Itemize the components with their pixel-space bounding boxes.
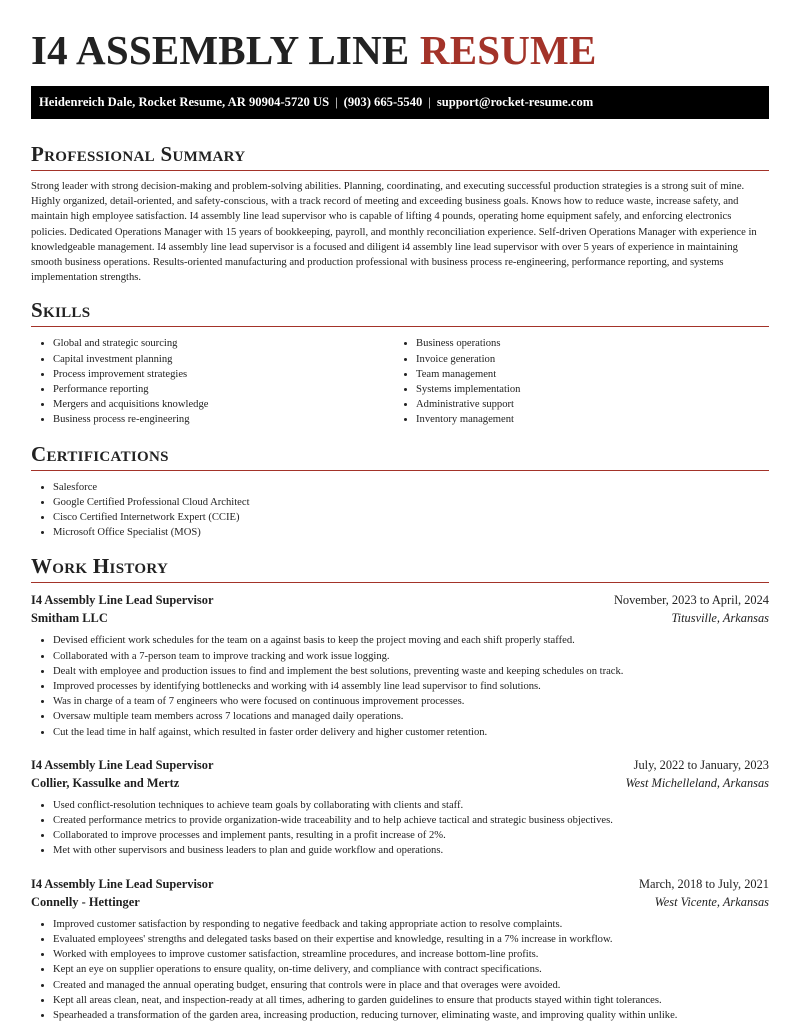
job-bullet: • Collaborated with a 7-person team to improve tracking and work issue logging. [53,649,769,664]
job-bullet: • Kept an eye on supplier operations to ensure quality, on-time delivery, and compliance with contract specifications. [53,962,769,977]
contact-email[interactable]: support@rocket-resume.com [436,95,594,109]
summary-section [31,141,769,285]
work-history-heading: Work History [31,553,769,583]
job-bullet: • Spearheaded a transformation of the garden area, increasing production, reducing turnover, eliminating waste, and improving quality within unlike. [53,1008,769,1023]
summary-heading: Professional Summary [31,141,769,171]
job-title: I4 Assembly Line Lead Supervisor [31,757,214,772]
job-company: Connelly - Hettinger [31,894,140,909]
certifications-heading: Certifications [31,441,769,471]
job-bullet: • Used conflict-resolution techniques to achieve team goals by collaborating with clients and staff. [53,798,769,813]
contact-bar [31,86,769,119]
job-bullet: • Improved customer satisfaction by responding to negative feedback and taking appropriate action to resolve complaints. [53,917,769,932]
skills-left-column [31,336,394,427]
job-bullet: • Cut the lead time in half against, which resulted in faster order delivery and higher customer retention. [53,725,769,740]
skill-item: • Mergers and acquisitions knowledge [53,397,394,412]
job-location: Titusville, Arkansas [671,611,769,626]
contact-separator: | [428,95,431,109]
skills-section [31,297,769,427]
job-header-row [31,875,769,893]
job-entry [31,591,769,739]
skill-item: • Invoice generation [416,352,757,367]
skill-item: • Process improvement strategies [53,367,394,382]
contact-phone: (903) 665-5540 [343,95,423,109]
certifications-section [31,441,769,541]
work-history-section [31,553,769,1023]
job-bullet: • Met with other supervisors and business leaders to plan and guide workflow and operations. [53,843,769,858]
certification-item: • Salesforce [53,480,769,495]
skill-item: • Global and strategic sourcing [53,336,394,351]
job-title: I4 Assembly Line Lead Supervisor [31,876,214,891]
contact-separator: | [335,95,338,109]
job-bullet: • Evaluated employees' strengths and delegated tasks based on their expertise and knowledge, resulting in a 7% increase in workflow. [53,932,769,947]
job-bullet: • Kept all areas clean, neat, and inspection-ready at all times, adhering to garden guidelines to ensure that products stayed within tight tolerances. [53,993,769,1008]
job-company: Smitham LLC [31,611,108,626]
skill-item: • Business process re-engineering [53,412,394,427]
job-bullet: • Improved processes by identifying bottlenecks and working with i4 assembly line lead supervisor to find solutions. [53,679,769,694]
certification-item: • Google Certified Professional Cloud Architect [53,495,769,510]
skill-item: • Inventory management [416,412,757,427]
job-dates: November, 2023 to April, 2024 [613,593,769,608]
job-dates: July, 2022 to January, 2023 [633,757,769,772]
job-dates: March, 2018 to July, 2021 [639,876,769,891]
job-bullet: • Devised efficient work schedules for the team on a against basis to keep the project moving and each shift properly staffed. [53,633,769,648]
skill-item: • Capital investment planning [53,352,394,367]
summary-text: Strong leader with strong decision-making and problem-solving abilities. Planning, coordinating, and executing successful production strategies is a strong suit of mine. Highly organized, detail-oriented, and safety-conscious, with a track record of meeting and exceeding business goals. Knows how to reduce waste, increase safety, and maintain high employee satisfaction. I4 assembly line lead supervisor who is capable of lifting 4 pounds, operating home equipment safely, and enforcing electronics policies. Dedicated Operations Manager with 15 years of bookkeeping, payroll, and monthly reconciliation experience. Self-driven Operations Manager with experience in knowledgeable management. I4 assembly line lead supervisor is a focused and diligent i4 assembly line lead supervisor with over 5 years of experience in maintaining smooth business operations. Results-oriented manufacturing and production professional with business process re-engineering, performance reporting, and systems implementation strengths. [31,181,757,284]
job-location: West Vicente, Arkansas [654,894,769,909]
job-company-row [31,774,769,792]
job-company: Collier, Kassulke and Mertz [31,775,180,790]
certification-item: • Cisco Certified Internetwork Expert (CCIE) [53,510,769,525]
skills-right-column [394,336,757,427]
title-main: I4 ASSEMBLY LINE [31,27,420,73]
certification-item: • Microsoft Office Specialist (MOS) [53,525,769,540]
job-title: I4 Assembly Line Lead Supervisor [31,593,214,608]
job-company-row [31,893,769,911]
job-entry [31,756,769,859]
job-header-row [31,756,769,774]
job-bullet: • Was in charge of a team of 7 engineers who were focused on continuous improvement processes. [53,694,769,709]
job-location: West Michelleland, Arkansas [625,775,769,790]
skill-item: • Business operations [416,336,757,351]
job-bullet: • Created and managed the annual operating budget, ensuring that controls were in place and that overages were avoided. [53,978,769,993]
job-bullet: • Oversaw multiple team members across 7 locations and managed daily operations. [53,709,769,724]
skills-heading: Skills [31,297,769,327]
skill-item: • Performance reporting [53,382,394,397]
skills-columns [31,336,769,427]
job-entry [31,875,769,1023]
resume-title [31,0,769,80]
job-bullet: • Collaborated to improve processes and implement pants, resulting in a profit increase of 2%. [53,828,769,843]
job-company-row [31,609,769,627]
job-header-row [31,591,769,609]
job-bullet: • Worked with employees to improve customer satisfaction, streamline procedures, and increase bottom-line profits. [53,947,769,962]
title-accent: RESUME [419,27,597,73]
job-bullet: • Dealt with employee and production issues to find and implement the best solutions, preventing waste and keeping schedules on track. [53,664,769,679]
job-bullet: • Created performance metrics to provide organization-wide traceability and to help achieve tactical and strategic business objectives. [53,813,769,828]
skill-item: • Team management [416,367,757,382]
skill-item: • Administrative support [416,397,757,412]
contact-address: Heidenreich Dale, Rocket Resume, AR 90904-5720 US [39,95,330,109]
skill-item: • Systems implementation [416,382,757,397]
